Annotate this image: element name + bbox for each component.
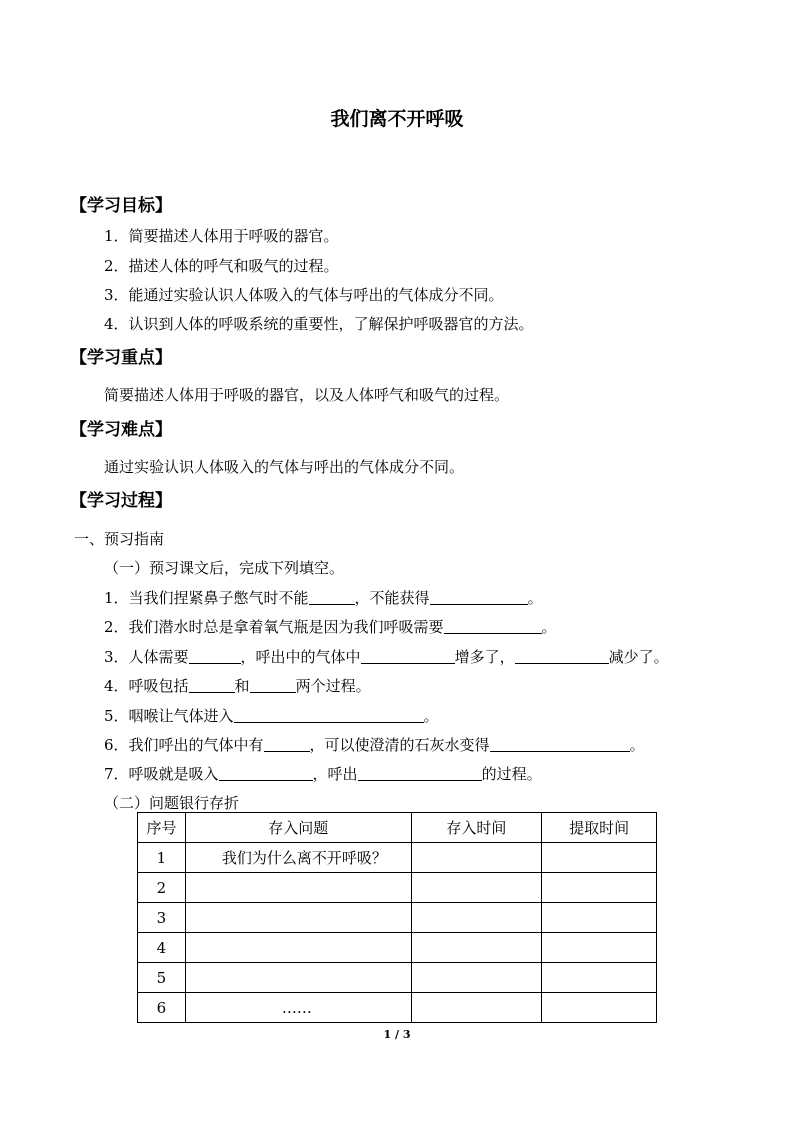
row-question[interactable] bbox=[185, 903, 411, 933]
row-deposit-time[interactable] bbox=[411, 843, 542, 873]
table-row bbox=[138, 963, 657, 993]
question-5: 5．咽喉让气体进入 。 bbox=[104, 707, 439, 725]
question-bank-table bbox=[137, 812, 657, 1023]
answer-blank[interactable] bbox=[490, 736, 630, 752]
row-deposit-time[interactable] bbox=[411, 933, 542, 963]
preview-heading: 一、预习指南 bbox=[74, 530, 165, 548]
header-withdraw-time: 提取时间 bbox=[542, 813, 657, 843]
row-question[interactable]: …… bbox=[185, 993, 411, 1023]
row-withdraw-time[interactable] bbox=[542, 993, 657, 1023]
row-deposit-time[interactable] bbox=[411, 903, 542, 933]
goal-item-1: 1．简要描述人体用于呼吸的器官。 bbox=[104, 227, 339, 245]
question-2: 2．我们潜水时总是拿着氧气瓶是因为我们呼吸需要 。 bbox=[104, 618, 557, 636]
answer-blank[interactable] bbox=[430, 589, 528, 605]
question-3: 3．人体需要 ，呼出中的气体中 增多了， 减少了。 bbox=[104, 648, 669, 666]
row-index: 4 bbox=[138, 933, 186, 963]
answer-blank[interactable] bbox=[250, 677, 296, 693]
process-heading: 【学习过程】 bbox=[70, 491, 172, 511]
row-question[interactable] bbox=[185, 873, 411, 903]
row-withdraw-time[interactable] bbox=[542, 963, 657, 993]
goals-heading: 【学习目标】 bbox=[70, 196, 172, 216]
row-question[interactable] bbox=[185, 963, 411, 993]
row-withdraw-time[interactable] bbox=[542, 843, 657, 873]
table-row bbox=[138, 993, 657, 1023]
goal-item-3: 3．能通过实验认识人体吸入的气体与呼出的气体成分不同。 bbox=[104, 286, 504, 304]
row-index: 3 bbox=[138, 903, 186, 933]
question-1: 1．当我们捏紧鼻子憋气时不能 ，不能获得 。 bbox=[104, 589, 543, 607]
row-deposit-time[interactable] bbox=[411, 993, 542, 1023]
answer-blank[interactable] bbox=[309, 589, 355, 605]
answer-blank[interactable] bbox=[358, 765, 482, 781]
row-index: 6 bbox=[138, 993, 186, 1023]
answer-blank[interactable] bbox=[189, 677, 235, 693]
row-withdraw-time[interactable] bbox=[542, 873, 657, 903]
table-header-row bbox=[138, 813, 657, 843]
difficulty-text: 通过实验认识人体吸入的气体与呼出的气体成分不同。 bbox=[104, 458, 465, 476]
row-index: 2 bbox=[138, 873, 186, 903]
answer-blank[interactable] bbox=[444, 618, 542, 634]
page-title: 我们离不开呼吸 bbox=[330, 108, 464, 130]
row-withdraw-time[interactable] bbox=[542, 903, 657, 933]
row-deposit-time[interactable] bbox=[411, 963, 542, 993]
question-7: 7．呼吸就是吸入 ，呼出 的过程。 bbox=[104, 765, 542, 783]
row-withdraw-time[interactable] bbox=[542, 933, 657, 963]
answer-blank[interactable] bbox=[219, 765, 313, 781]
answer-blank[interactable] bbox=[515, 648, 609, 664]
row-question[interactable]: 我们为什么离不开呼吸？ bbox=[185, 843, 411, 873]
question-4: 4．呼吸包括 和 两个过程。 bbox=[104, 677, 371, 695]
preview-sub2: （二）问题银行存折 bbox=[104, 794, 240, 812]
row-deposit-time[interactable] bbox=[411, 873, 542, 903]
table-row bbox=[138, 873, 657, 903]
answer-blank[interactable] bbox=[361, 648, 455, 664]
answer-blank[interactable] bbox=[234, 707, 424, 723]
difficulty-heading: 【学习难点】 bbox=[70, 420, 172, 440]
goal-item-4: 4．认识到人体的呼吸系统的重要性，了解保护呼吸器官的方法。 bbox=[104, 315, 534, 333]
header-deposit-time: 存入时间 bbox=[411, 813, 542, 843]
goal-item-2: 2．描述人体的呼气和吸气的过程。 bbox=[104, 257, 339, 275]
header-index: 序号 bbox=[138, 813, 186, 843]
key-heading: 【学习重点】 bbox=[70, 348, 172, 368]
table-row bbox=[138, 843, 657, 873]
question-6: 6．我们呼出的气体中有 ，可以使澄清的石灰水变得 。 bbox=[104, 736, 645, 754]
preview-sub1: （一）预习课文后，完成下列填空。 bbox=[104, 559, 345, 577]
header-question: 存入问题 bbox=[185, 813, 411, 843]
answer-blank[interactable] bbox=[264, 736, 310, 752]
answer-blank[interactable] bbox=[189, 648, 241, 664]
key-text: 简要描述人体用于呼吸的器官，以及人体呼气和吸气的过程。 bbox=[104, 386, 510, 404]
row-index: 1 bbox=[138, 843, 186, 873]
row-index: 5 bbox=[138, 963, 186, 993]
page-number: 1 / 3 bbox=[383, 1028, 411, 1041]
table-row bbox=[138, 903, 657, 933]
row-question[interactable] bbox=[185, 933, 411, 963]
table-row bbox=[138, 933, 657, 963]
